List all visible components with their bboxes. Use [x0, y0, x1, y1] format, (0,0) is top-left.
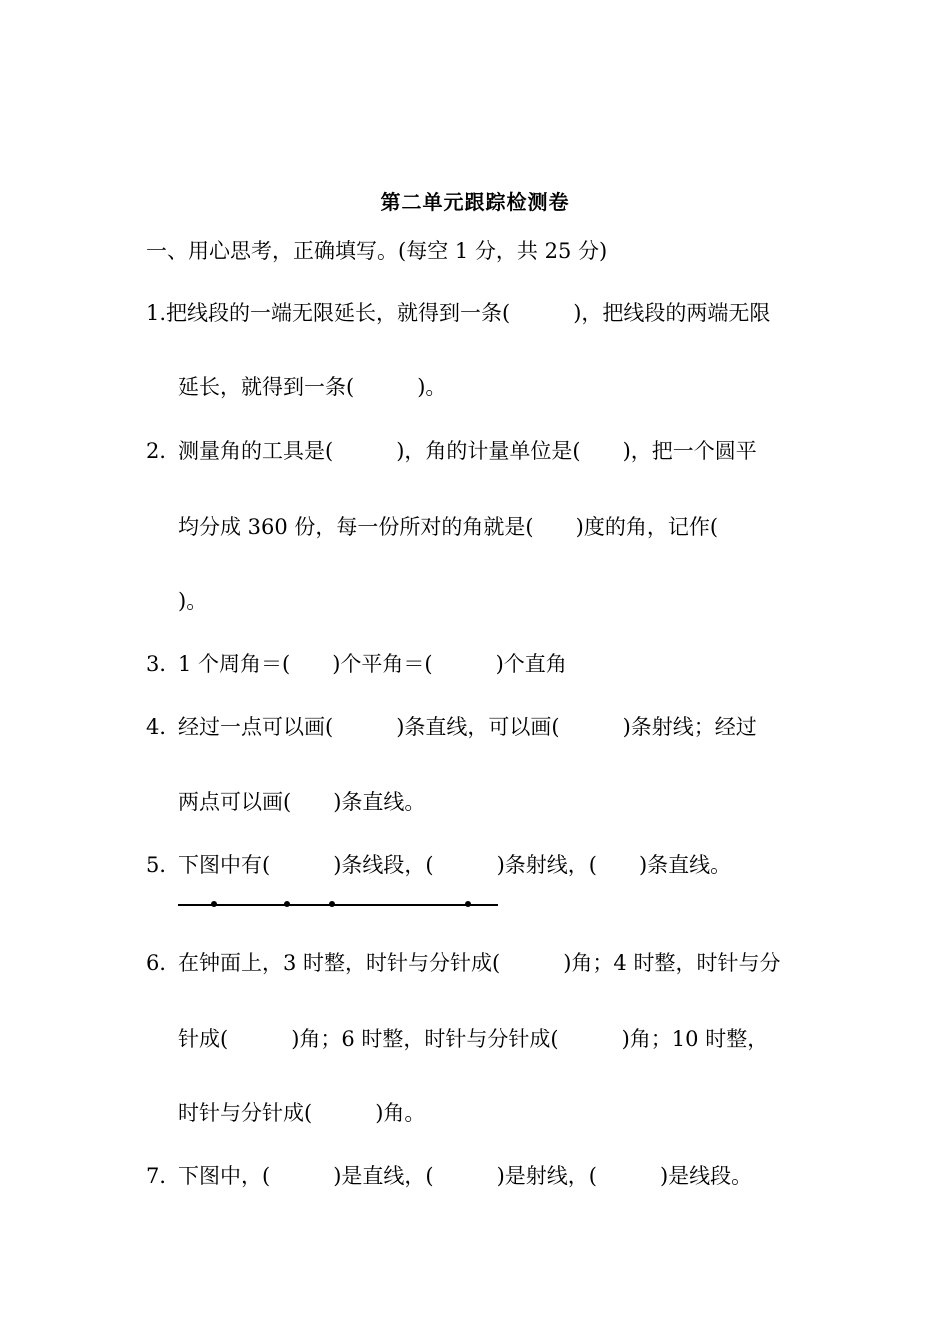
question-7-line-1: 下图中，( )是直线，( )是射线，( )是线段。	[178, 1164, 753, 1188]
question-1-line-1: 1.把线段的一端无限延长，就得到一条( )，把线段的两端无限	[146, 301, 771, 325]
line-segment-figure	[178, 904, 498, 906]
question-3-line-1: 1 个周角＝( )个平角＝( )个直角	[178, 652, 567, 676]
figure-point	[211, 901, 217, 907]
question-2-number: 2．	[146, 439, 181, 463]
question-5-line-1: 下图中有( )条线段，( )条射线，( )条直线。	[178, 853, 732, 877]
question-5-number: 5．	[146, 853, 181, 877]
question-7-number: 7．	[146, 1164, 181, 1188]
question-4-line-1: 经过一点可以画( )条直线，可以画( )条射线；经过	[178, 715, 757, 739]
question-4-line-2: 两点可以画( )条直线。	[178, 790, 426, 814]
question-2-line-1: 测量角的工具是( )，角的计量单位是( )，把一个圆平	[178, 439, 757, 463]
question-6-line-3: 时针与分针成( )角。	[178, 1101, 426, 1125]
question-1-line-2: 延长，就得到一条( )。	[178, 375, 447, 399]
question-6-line-2: 针成( )角；6 时整，时针与分针成( )角；10 时整，	[178, 1027, 769, 1051]
question-2-line-2: 均分成 360 份，每一份所对的角就是( )度的角，记作(	[178, 515, 719, 539]
question-4-number: 4．	[146, 715, 181, 739]
figure-point	[284, 901, 290, 907]
page-title: 第二单元跟踪检测卷	[380, 190, 570, 214]
figure-point	[465, 901, 471, 907]
question-6-line-1: 在钟面上，3 时整，时针与分针成( )角；4 时整，时针与分	[178, 951, 781, 975]
question-3-number: 3．	[146, 652, 181, 676]
section-heading: 一、用心思考，正确填写。(每空 1 分，共 25 分)	[146, 239, 608, 263]
figure-point	[329, 901, 335, 907]
question-6-number: 6．	[146, 951, 181, 975]
question-2-line-3: )。	[178, 589, 208, 613]
